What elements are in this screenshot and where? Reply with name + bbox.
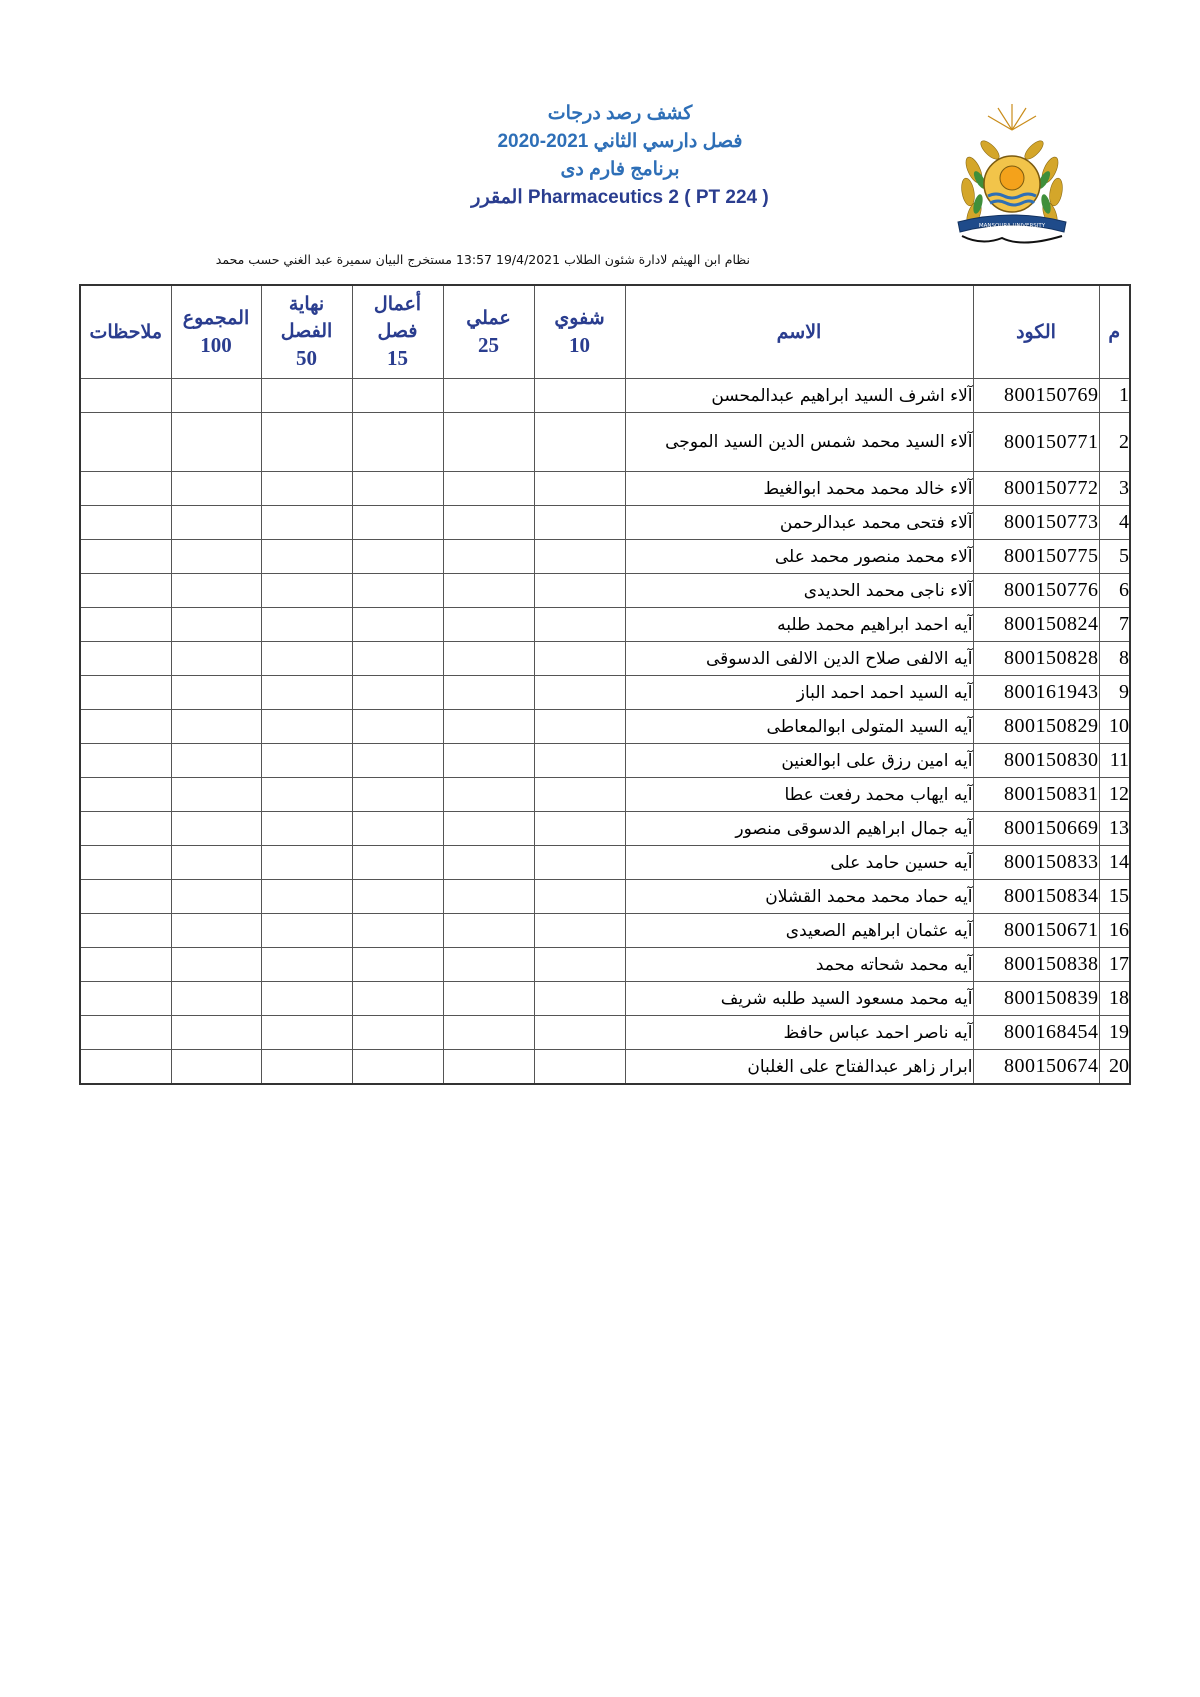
table-row (80, 744, 1130, 778)
table-row (80, 710, 1130, 744)
student-code: 800150674 (973, 1050, 1099, 1085)
student-name: آلاء خالد محمد محمد ابوالغيط (625, 472, 973, 506)
student-code: 800168454 (973, 1016, 1099, 1050)
grade-cell-final[interactable] (261, 472, 352, 506)
student-name: آيه جمال ابراهيم الدسوقى منصور (625, 812, 973, 846)
grade-cell-oral[interactable] (534, 948, 625, 982)
row-index: 6 (1099, 574, 1130, 608)
grade-cell-final[interactable] (261, 812, 352, 846)
row-index: 18 (1099, 982, 1130, 1016)
grade-cell-coursework[interactable] (352, 914, 443, 948)
table-row (80, 914, 1130, 948)
grade-cell-practical[interactable] (443, 914, 534, 948)
grade-cell-total[interactable] (171, 574, 261, 608)
col-header-code: الكود (973, 285, 1099, 379)
grade-cell-notes[interactable] (80, 472, 171, 506)
grade-cell-practical[interactable] (443, 710, 534, 744)
grade-cell-final[interactable] (261, 1016, 352, 1050)
student-name: آلاء فتحى محمد عبدالرحمن (625, 506, 973, 540)
table-row (80, 846, 1130, 880)
grade-cell-final[interactable] (261, 880, 352, 914)
student-code: 800150828 (973, 642, 1099, 676)
grade-cell-final[interactable] (261, 379, 352, 413)
student-name: آيه حسين حامد على (625, 846, 973, 880)
student-code: 800150833 (973, 846, 1099, 880)
col-header-final: نهاية الفصل 50 (261, 285, 352, 379)
grade-cell-notes[interactable] (80, 778, 171, 812)
grade-cell-oral[interactable] (534, 413, 625, 472)
table-row (80, 379, 1130, 413)
grade-cell-final[interactable] (261, 710, 352, 744)
student-name: آلاء السيد محمد شمس الدين السيد الموجى (625, 413, 973, 472)
grade-cell-coursework[interactable] (352, 472, 443, 506)
table-row (80, 778, 1130, 812)
grade-cell-notes[interactable] (80, 1016, 171, 1050)
grade-cell-final[interactable] (261, 778, 352, 812)
table-row (80, 1016, 1130, 1050)
col-header-total: المجموع 100 (171, 285, 261, 379)
student-code: 800161943 (973, 676, 1099, 710)
table-row (80, 540, 1130, 574)
student-code: 800150830 (973, 744, 1099, 778)
university-logo (952, 100, 1072, 248)
student-code: 800150831 (973, 778, 1099, 812)
grade-cell-oral[interactable] (534, 608, 625, 642)
grade-cell-notes[interactable] (80, 540, 171, 574)
row-index: 1 (1099, 379, 1130, 413)
grade-cell-total[interactable] (171, 379, 261, 413)
grade-cell-coursework[interactable] (352, 1050, 443, 1085)
grade-cell-total[interactable] (171, 744, 261, 778)
grade-cell-practical[interactable] (443, 506, 534, 540)
grade-cell-oral[interactable] (534, 472, 625, 506)
grade-cell-practical[interactable] (443, 778, 534, 812)
col-header-index: م (1099, 285, 1130, 379)
student-name: آيه ايهاب محمد رفعت عطا (625, 778, 973, 812)
student-name: آلاء اشرف السيد ابراهيم عبدالمحسن (625, 379, 973, 413)
grade-cell-coursework[interactable] (352, 982, 443, 1016)
grade-cell-coursework[interactable] (352, 506, 443, 540)
grade-cell-oral[interactable] (534, 540, 625, 574)
grade-cell-final[interactable] (261, 574, 352, 608)
grade-cell-notes[interactable] (80, 1050, 171, 1085)
row-index: 15 (1099, 880, 1130, 914)
student-name: آيه امين رزق على ابوالعنين (625, 744, 973, 778)
grade-cell-notes[interactable] (80, 676, 171, 710)
grade-cell-total[interactable] (171, 812, 261, 846)
grade-cell-practical[interactable] (443, 676, 534, 710)
grade-cell-practical[interactable] (443, 472, 534, 506)
row-index: 5 (1099, 540, 1130, 574)
grade-cell-oral[interactable] (534, 1050, 625, 1085)
student-name: آيه محمد مسعود السيد طلبه شريف (625, 982, 973, 1016)
grade-cell-final[interactable] (261, 413, 352, 472)
grade-cell-coursework[interactable] (352, 846, 443, 880)
grade-cell-practical[interactable] (443, 642, 534, 676)
student-code: 800150773 (973, 506, 1099, 540)
grade-cell-notes[interactable] (80, 914, 171, 948)
grade-cell-practical[interactable] (443, 574, 534, 608)
table-row (80, 574, 1130, 608)
student-code: 800150669 (973, 812, 1099, 846)
student-name: آيه حماد محمد محمد القشلان (625, 880, 973, 914)
grade-cell-oral[interactable] (534, 880, 625, 914)
grade-cell-oral[interactable] (534, 778, 625, 812)
row-index: 20 (1099, 1050, 1130, 1085)
grade-cell-total[interactable] (171, 982, 261, 1016)
student-code: 800150838 (973, 948, 1099, 982)
grade-cell-coursework[interactable] (352, 413, 443, 472)
row-index: 2 (1099, 413, 1130, 472)
table-row (80, 880, 1130, 914)
table-row (80, 506, 1130, 540)
grade-cell-practical[interactable] (443, 1050, 534, 1085)
grade-cell-practical[interactable] (443, 379, 534, 413)
row-index: 3 (1099, 472, 1130, 506)
table-row (80, 608, 1130, 642)
grade-cell-total[interactable] (171, 540, 261, 574)
student-name: ابرار زاهر عبدالفتاح على الغلبان (625, 1050, 973, 1085)
col-header-oral: شفوي 10 (534, 285, 625, 379)
grade-cell-total[interactable] (171, 710, 261, 744)
grade-cell-final[interactable] (261, 506, 352, 540)
col-header-notes: ملاحظات (80, 285, 171, 379)
grade-cell-oral[interactable] (534, 642, 625, 676)
grade-cell-final[interactable] (261, 914, 352, 948)
row-index: 4 (1099, 506, 1130, 540)
grade-cell-notes[interactable] (80, 506, 171, 540)
grade-cell-practical[interactable] (443, 540, 534, 574)
row-index: 14 (1099, 846, 1130, 880)
grade-cell-total[interactable] (171, 778, 261, 812)
row-index: 12 (1099, 778, 1130, 812)
grade-cell-total[interactable] (171, 1050, 261, 1085)
table-row (80, 1050, 1130, 1085)
grade-cell-coursework[interactable] (352, 880, 443, 914)
grade-cell-notes[interactable] (80, 846, 171, 880)
grade-cell-total[interactable] (171, 506, 261, 540)
grade-cell-notes[interactable] (80, 574, 171, 608)
grade-cell-total[interactable] (171, 880, 261, 914)
grade-cell-final[interactable] (261, 642, 352, 676)
grade-cell-practical[interactable] (443, 812, 534, 846)
grades-table (79, 284, 1131, 1085)
student-code: 800150834 (973, 880, 1099, 914)
table-row (80, 642, 1130, 676)
report-title: كشف رصد درجات (547, 103, 693, 124)
grade-cell-coursework[interactable] (352, 379, 443, 413)
grade-cell-total[interactable] (171, 948, 261, 982)
student-name: آيه عثمان ابراهيم الصعيدى (625, 914, 973, 948)
student-name: آيه احمد ابراهيم محمد طلبه (625, 608, 973, 642)
grade-cell-notes[interactable] (80, 880, 171, 914)
grade-cell-oral[interactable] (534, 676, 625, 710)
row-index: 7 (1099, 608, 1130, 642)
table-row (80, 472, 1130, 506)
student-code: 800150769 (973, 379, 1099, 413)
row-index: 13 (1099, 812, 1130, 846)
grade-cell-total[interactable] (171, 1016, 261, 1050)
grade-cell-coursework[interactable] (352, 744, 443, 778)
system-meta-line: نظام ابن الهيثم لادارة شئون الطلاب 19/4/2021 13:57 مستخرج البيان سميرة عبد الغني حسب محمد (215, 252, 750, 267)
table-row (80, 812, 1130, 846)
grade-cell-oral[interactable] (534, 812, 625, 846)
grade-cell-total[interactable] (171, 413, 261, 472)
grade-cell-oral[interactable] (534, 1016, 625, 1050)
grade-cell-practical[interactable] (443, 1016, 534, 1050)
grades-table-body (80, 379, 1130, 1085)
program-line: برنامج فارم دى (560, 159, 680, 180)
grade-cell-notes[interactable] (80, 413, 171, 472)
report-title-block (380, 100, 860, 212)
student-name: آيه السيد المتولى ابوالمعاطى (625, 710, 973, 744)
grade-cell-notes[interactable] (80, 379, 171, 413)
grade-cell-notes[interactable] (80, 948, 171, 982)
grade-cell-coursework[interactable] (352, 574, 443, 608)
grade-cell-final[interactable] (261, 1050, 352, 1085)
row-index: 8 (1099, 642, 1130, 676)
grade-cell-notes[interactable] (80, 982, 171, 1016)
grade-cell-notes[interactable] (80, 642, 171, 676)
table-row (80, 676, 1130, 710)
grade-cell-final[interactable] (261, 846, 352, 880)
grade-cell-final[interactable] (261, 540, 352, 574)
grade-cell-total[interactable] (171, 642, 261, 676)
grade-cell-practical[interactable] (443, 608, 534, 642)
table-row (80, 948, 1130, 982)
grade-cell-practical[interactable] (443, 846, 534, 880)
grade-cell-notes[interactable] (80, 744, 171, 778)
row-index: 17 (1099, 948, 1130, 982)
table-header-row (80, 285, 1130, 379)
grade-cell-coursework[interactable] (352, 676, 443, 710)
semester-line: 2020-2021 فصل دارسي الثاني (497, 131, 743, 152)
grade-cell-practical[interactable] (443, 880, 534, 914)
grade-cell-coursework[interactable] (352, 948, 443, 982)
student-name: آيه ناصر احمد عباس حافظ (625, 1016, 973, 1050)
grade-cell-notes[interactable] (80, 710, 171, 744)
grade-cell-coursework[interactable] (352, 812, 443, 846)
student-code: 800150829 (973, 710, 1099, 744)
grade-cell-practical[interactable] (443, 982, 534, 1016)
student-name: آيه السيد احمد احمد الباز (625, 676, 973, 710)
grade-cell-practical[interactable] (443, 948, 534, 982)
grade-cell-total[interactable] (171, 846, 261, 880)
grade-cell-final[interactable] (261, 608, 352, 642)
student-code: 800150671 (973, 914, 1099, 948)
grade-cell-notes[interactable] (80, 812, 171, 846)
col-header-name: الاسم (625, 285, 973, 379)
student-code: 800150839 (973, 982, 1099, 1016)
grade-cell-oral[interactable] (534, 379, 625, 413)
grade-cell-oral[interactable] (534, 574, 625, 608)
student-code: 800150772 (973, 472, 1099, 506)
grade-cell-coursework[interactable] (352, 540, 443, 574)
grade-cell-final[interactable] (261, 676, 352, 710)
row-index: 19 (1099, 1016, 1130, 1050)
row-index: 10 (1099, 710, 1130, 744)
grade-cell-oral[interactable] (534, 710, 625, 744)
grade-cell-coursework[interactable] (352, 608, 443, 642)
student-name: آيه محمد شحاته محمد (625, 948, 973, 982)
grade-cell-coursework[interactable] (352, 710, 443, 744)
col-header-coursework: أعمال فصل 15 (352, 285, 443, 379)
grade-cell-oral[interactable] (534, 506, 625, 540)
row-index: 11 (1099, 744, 1130, 778)
student-code: 800150824 (973, 608, 1099, 642)
grade-cell-final[interactable] (261, 744, 352, 778)
student-code: 800150771 (973, 413, 1099, 472)
svg-text:MANSOURA UNIVERSITY: MANSOURA UNIVERSITY (978, 223, 1046, 229)
student-name: آلاء ناجى محمد الحديدى (625, 574, 973, 608)
col-header-practical: عملي 25 (443, 285, 534, 379)
grade-cell-final[interactable] (261, 948, 352, 982)
grade-cell-coursework[interactable] (352, 1016, 443, 1050)
course-line: المقرر Pharmaceutics 2 ( PT 224 ) (471, 187, 769, 208)
grade-cell-oral[interactable] (534, 744, 625, 778)
grade-cell-oral[interactable] (534, 914, 625, 948)
student-code: 800150775 (973, 540, 1099, 574)
grade-cell-practical[interactable] (443, 413, 534, 472)
grade-cell-final[interactable] (261, 982, 352, 1016)
grade-cell-total[interactable] (171, 914, 261, 948)
student-name: آلاء محمد منصور محمد على (625, 540, 973, 574)
grade-cell-coursework[interactable] (352, 778, 443, 812)
grade-cell-oral[interactable] (534, 846, 625, 880)
grade-cell-total[interactable] (171, 676, 261, 710)
student-code: 800150776 (973, 574, 1099, 608)
grade-cell-oral[interactable] (534, 982, 625, 1016)
student-name: آيه الالفى صلاح الدين الالفى الدسوقى (625, 642, 973, 676)
grade-cell-notes[interactable] (80, 608, 171, 642)
table-row (80, 982, 1130, 1016)
grade-cell-coursework[interactable] (352, 642, 443, 676)
grade-cell-practical[interactable] (443, 744, 534, 778)
grade-cell-total[interactable] (171, 472, 261, 506)
row-index: 16 (1099, 914, 1130, 948)
grade-cell-total[interactable] (171, 608, 261, 642)
row-index: 9 (1099, 676, 1130, 710)
table-row (80, 413, 1130, 472)
